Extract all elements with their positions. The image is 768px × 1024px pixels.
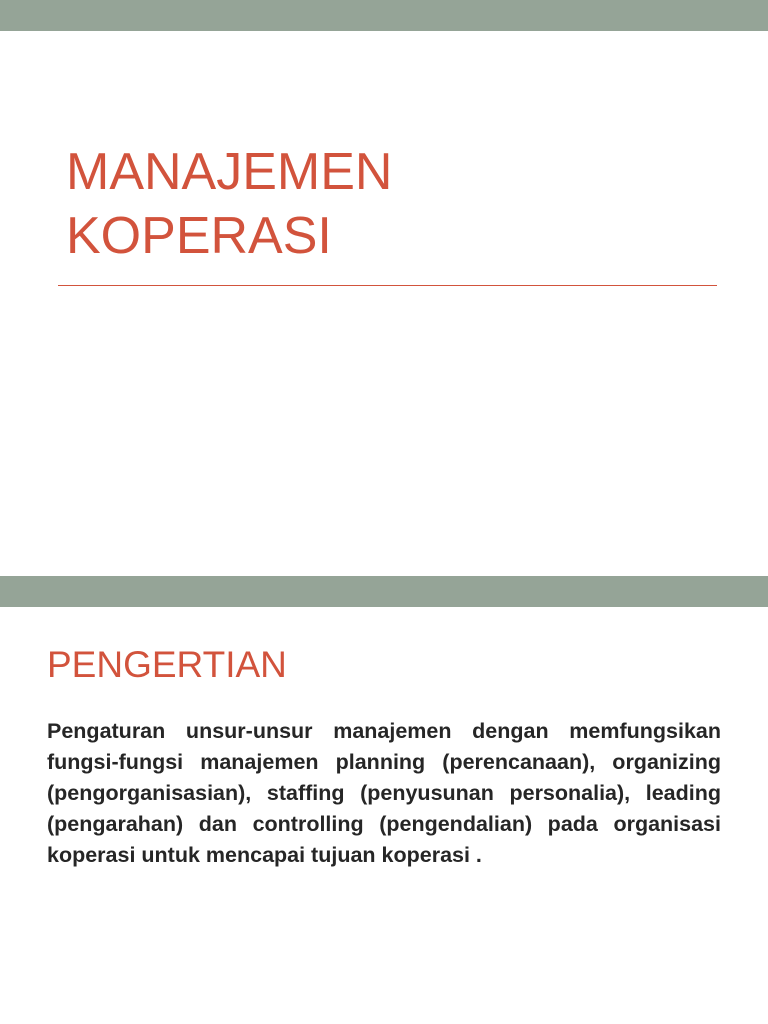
- slide-header-bar: [0, 576, 768, 607]
- slide-title-line-2: KOPERASI: [66, 207, 332, 265]
- content-slide: [0, 576, 768, 1024]
- slide-header-bar: [0, 0, 768, 31]
- definition-paragraph: Pengaturan unsur-unsur manajemen dengan memfungsikan fungsi-fungsi manajemen planning (perencanaan), organizing (pengorganisasian), staffing (penyusunan personalia), leading (pengarahan) dan controlling (pengendalian) pada organisasi koperasi untuk mencapai tujuan koperasi .: [47, 719, 721, 867]
- section-heading: PENGERTIAN: [47, 644, 287, 685]
- title-divider: [58, 285, 717, 286]
- slide-title: [66, 140, 392, 268]
- slide-title-line-1: MANAJEMEN: [66, 143, 393, 201]
